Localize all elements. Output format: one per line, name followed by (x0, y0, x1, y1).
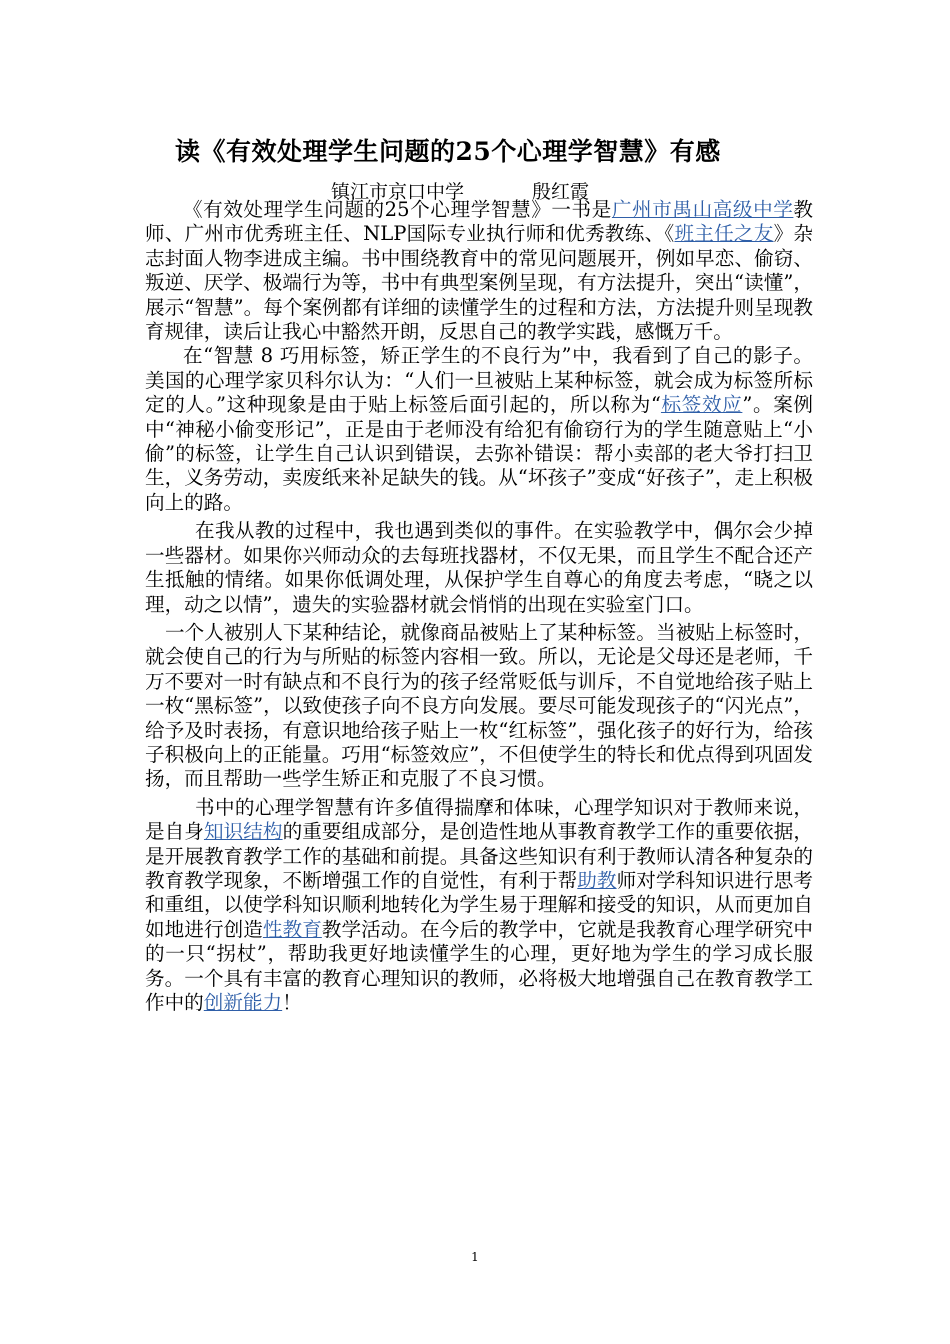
paragraph-text: 教师、广州市优秀班主任、NLP国际专业执行师和优秀教练、《 (145, 198, 814, 246)
paragraph-text: 师对学科知识进行思考和重组，以使学科知识顺利地转化为学生易于理解和接受的知识，从而更加自如地进行创造 (145, 868, 814, 941)
link-assist-teaching[interactable]: 助教 (577, 868, 617, 892)
article-body (145, 198, 813, 1015)
paragraph-text: 《有效处理学生问题的25个心理学智慧》一书是 (183, 198, 612, 221)
link-knowledge-structure[interactable]: 知识结构 (203, 820, 283, 844)
link-school[interactable]: 广州市禺山高级中学 (611, 198, 794, 221)
paragraph-2 (145, 344, 813, 515)
paragraph-text: 教学活动。在今后的教学中，它就是我教育心理学研究中的一只“拐杖”，帮助我更好地读懂学生的心理，更好地为学生的学习成长服务。一个具有丰富的教育心理知识的教师，必将极大地增强自己在教育教学工作中的 (145, 917, 814, 1014)
paragraph-text: 在“智慧 8 巧用标签，矫正学生的不良行为”中，我看到了自己的影子。美国的心理学家贝科尔认为：“人们一旦被贴上某种标签，就会成为标签所标定的人。”这种现象是由于贴上标签后面引起的，所以称为“ (145, 344, 813, 417)
paragraph-text: 的重要组成部分，是创造性地从事教育教学工作的重要依据，是开展教育教学工作的基础和前提。具备这些知识有利于教师认清各种复杂的教育教学现象，不断增强工作的自觉性，有利于帮 (145, 820, 814, 892)
link-education[interactable]: 性教育 (262, 917, 322, 941)
document-title: 读《有效处理学生问题的25个心理学智慧》有感 (175, 137, 721, 166)
paragraph-text: ！ (282, 991, 302, 1014)
paragraph-text: 》杂志封面人物李进成主编。书中围绕教育中的常见问题展开，例如早恋、偷窃、叛逆、厌学、极端行为等，书中有典型案例呈现，有方法提升，突出“读懂”，展示“智慧”。每个案例都有详细的读懂学生的过程和方法，方法提升则呈现教育规律，读后让我心中豁然开朗，反思自己的教学实践，感慨万千。 (145, 222, 814, 344)
author-name: 殷红霞 (532, 181, 590, 203)
link-innovation-ability[interactable]: 创新能力 (203, 991, 283, 1014)
link-label-effect[interactable]: 标签效应 (660, 393, 743, 417)
paragraph-1 (145, 198, 813, 344)
link-magazine[interactable]: 班主任之友 (674, 222, 774, 246)
paragraph-text: 书中的心理学智慧有许多值得揣摩和体味，心理学知识对于教师来说，是自身 (145, 795, 813, 844)
paragraph-text: ”。案例中“神秘小偷变形记”，正是由于老师没有给犯有偷窃行为的学生随意贴上“小偷”的标签，让学生自己认识到错误，去弥补错误：帮小卖部的老大爷打扫卫生，义务劳动，卖废纸来补足缺失的钱。从“坏孩子”变成“好孩子”，走上积极向上的路。 (145, 393, 814, 514)
paragraph-3: 在我从教的过程中，我也遇到类似的事件。在实验教学中，偶尔会少掉一些器材。如果你兴师动众的去每班找器材，不仅无果，而且学生不配合还产生抵触的情绪。如果你低调处理，从保护学生自尊心的角度去考虑，“晓之以理，动之以情”，遗失的实验器材就会悄悄的出现在实验室门口。 (145, 519, 813, 616)
page-number: 1 (471, 1250, 479, 1264)
paragraph-5 (145, 796, 813, 1016)
paragraph-4: 一个人被别人下某种结论，就像商品被贴上了某种标签。当被贴上标签时，就会使自己的行为与所贴的标签内容相一致。所以，无论是父母还是老师，千万不要对一时有缺点和不良行为的孩子经常贬低与训斥，不自觉地给孩子贴上一枚“黑标签”，以致使孩子向不良方向发展。要尽可能发现孩子的“闪光点”，给予及时表扬，有意识地给孩子贴上一枚“红标签”，强化孩子的好行为，给孩子积极向上的正能量。巧用“标签效应”，不但使学生的特长和优点得到巩固发扬，而且帮助一些学生矫正和克服了不良习惯。 (145, 620, 813, 791)
author-school: 镇江市京口中学 (331, 181, 465, 203)
